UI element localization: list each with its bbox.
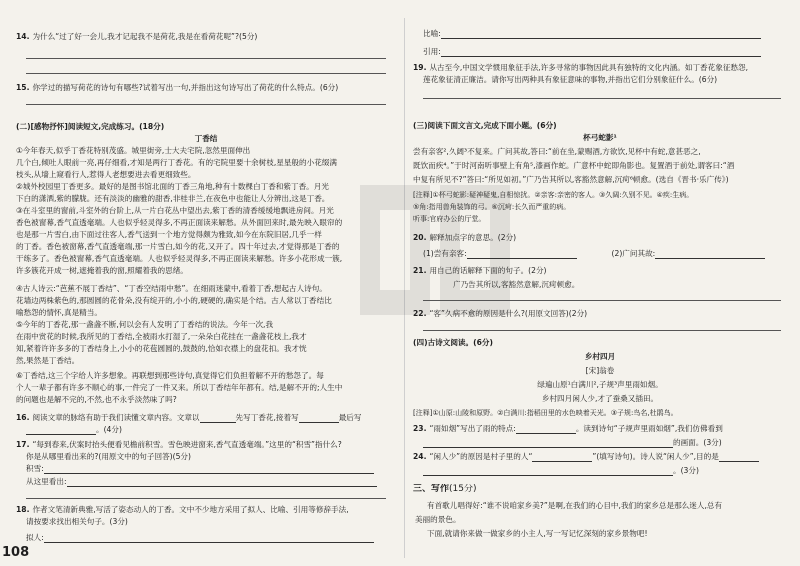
para-5-line: 知,紧着许许多多的丁香结身上,小小的花苞圆圆的,鼓鼓的,恰如衣襟上的盘花扣。我才恍 — [16, 344, 307, 353]
answer-line[interactable] — [423, 98, 781, 99]
para-3-line: 的丁香。香色被窗幕,香气直透毫端,那一片雪白,如今的花,又开了。四十年过去,才觉得那是丁香的 — [16, 242, 340, 251]
classical-title: 杯弓蛇影¹ — [583, 133, 617, 142]
writing-prompt-line: 有首歌儿唱得好:“谁不说咱家乡美?”是啊,在我们的心目中,我们的家乡总是那么迷人,总有 — [427, 501, 723, 510]
para-2-line: 下白的潇洒,紫的朦胧。还有淡淡的幽雅的甜香,非桂非兰,在夜色中也能让人分辨出,这是丁香。 — [16, 194, 330, 203]
question-20: 20. 解释加点字的意思。(2分) — [413, 233, 517, 242]
classical-line: 中复有所见不?”答曰:“所见如初。”广乃告其所以,客豁然意解,沉疴⁶顿愈。(选自《晋书·乐广传》) — [413, 175, 729, 184]
fill-blank[interactable] — [67, 477, 377, 487]
fill-blank[interactable] — [200, 413, 236, 423]
fill-blank[interactable] — [26, 425, 96, 435]
question-16: 16. 阅读文章的脉络有助于我们读懂文章内容。文章以 先写丁香花,接着写 最后写 — [16, 413, 362, 422]
answer-20: (1)尝有亲客: (2)广问其故: — [423, 248, 765, 259]
answer-line[interactable] — [423, 330, 781, 331]
notes-line: ⑤角:指用兽角装饰的弓。⑥沉疴:长久而严重的病。 — [413, 203, 571, 211]
para-2-line: ②城外校园里丁香更多。最好的是图书馆北面的丁香三角地,种有十数棵白丁香和紫丁香。月光 — [16, 182, 329, 191]
poem-line: 乡村四月闲人少,才了蚕桑又插田。 — [541, 394, 659, 403]
para-3-line: 香色被窗幕,香气直透毫端。人也似乎轻灵得多,不再正面读来解愁。从外面回来时,最先映入眼帘的 — [16, 218, 343, 227]
fill-blank[interactable] — [467, 249, 577, 259]
poem-title: 乡村四月 — [584, 352, 616, 361]
question-23: 23. “雨如烟”写出了雨的特点: 。读到诗句“子规声里雨如烟”,我们仿佛看到 — [413, 424, 723, 433]
para-1-line: 几个白,倾吐人眼前一亮,再仔细看,才知是两行丁香花。有的宅院里要十余树枝,星星般的小花缀满 — [16, 158, 337, 167]
question-23-cont: 的画面。(3分) — [423, 437, 722, 448]
para-5-line: ⑤今年的丁香花,那一盏盏不断,何以会有人发明了丁香结的说法。今年一次,我 — [16, 320, 274, 329]
fill-blank[interactable] — [719, 452, 759, 462]
classical-line: 既饮而疾⁴。”于时河南听事壁上有角⁵,漆画作蛇。广意杯中蛇即角影也。复置酒于前处,谓客曰:“酒 — [413, 161, 735, 170]
question-15: 15. 你学过的描写荷花的诗句有哪些?试着写出一句,并指出这句诗写出了荷花的什么特点。(6分) — [16, 83, 339, 92]
question-16-cont: 。(4分) — [26, 424, 122, 435]
para-4-line: ④古人诗云:“芭蕉不展丁香结”、“丁香空结雨中愁”。在细雨迷蒙中,看着丁香,想起古人诗句。 — [16, 284, 327, 293]
answer-17a: 积雪: — [26, 463, 374, 474]
fill-blank[interactable] — [299, 413, 339, 423]
para-5-line: 然,果然是丁香结。 — [16, 356, 80, 365]
para-3-line: 也是那一片雪白,由下面过往客人,香气送到一个地方觉得颇为雅致,如今在东院旧居,几乎一样 — [16, 230, 322, 239]
question-19-cont: 莲花象征清正廉洁。请你写出两种具有象征意味的事物,并指出它们分别象征什么。(6分) — [423, 75, 718, 84]
writing-prompt-line: 美丽的景色。 — [415, 515, 461, 524]
right-column — [413, 0, 787, 566]
answer-line[interactable] — [26, 104, 386, 105]
para-3-line: 许多簇花开成一树,遮掩着我的窗,照耀着我的思绪。 — [16, 266, 188, 275]
question-17-cont: 你是从哪里看出来的?(用原文中的句子回答)(5分) — [26, 452, 191, 461]
fill-blank[interactable] — [44, 533, 374, 543]
poem-author: [宋]翁卷 — [585, 366, 615, 375]
para-5-line: 在雨中赏花的时候,我所见的丁香结,全被雨水打湿了,一朵朵白花挂在一盏盏花枝上,我才 — [16, 332, 307, 341]
fill-blank[interactable] — [532, 452, 592, 462]
answer-metaphor: 比喻: — [423, 28, 761, 39]
poem-line: 绿遍山原¹白满川²,子规³声里雨如烟。 — [537, 380, 663, 389]
para-6-line: ⑥丁香结,这三个字给人许多想象。再联想到那些诗句,真觉得它们负担着解不开的愁怨了。每 — [16, 371, 324, 380]
para-4-line: 花墙边两株紫色的,那圆圆的花骨朵,没有绽开的,小小的,硬硬的,确实是个结。古人常以丁香结比 — [16, 296, 332, 305]
para-1-line: ①今年春天,似乎丁香花特别茂盛。城里街旁,士大夫宅院,忽然里面伸出 — [16, 146, 251, 155]
para-3-line: ③在斗室里的窗前,斗室外的台阶上,从一片白花丛中望出去,紫丁香的清香缓缓地飘进房间。月光 — [16, 206, 334, 215]
para-6-line: 的问题也是解不完的,不然,也不永乎淡然味了吗? — [16, 395, 177, 404]
answer-18a: 拟人: — [26, 532, 374, 543]
writing-prompt-line: 下面,就请你来做一做家乡的小主人,写一写记忆深刻的家乡景物吧! — [427, 529, 648, 538]
question-19: 19. 从古至今,中国文学惯用象征手法,许多寻常的事物因此具有独特的文化内涵。如丁香花象征愁怨, — [413, 63, 749, 72]
fill-blank[interactable] — [516, 424, 576, 434]
answer-line[interactable] — [26, 498, 386, 499]
fill-blank[interactable] — [655, 249, 765, 259]
answer-17b: 从这里看出: — [26, 476, 377, 487]
classical-line: 尝有亲客²,久阔³不复来。广问其故,答曰:“前在坐,蒙赐酒,方欲饮,见杯中有蛇,意甚恶之, — [413, 147, 701, 156]
fill-blank[interactable] — [423, 466, 673, 476]
section-5-heading: 三、写作(15分) — [413, 484, 477, 494]
question-14: 14. 为什么“过了好一会儿,我才记起我不是荷花,我是在看荷花呢”?(5分) — [16, 32, 258, 41]
fill-blank[interactable] — [441, 47, 761, 57]
section-4-heading: (四)古诗文阅读。(6分) — [413, 338, 493, 347]
question-24-cont: 。(3分) — [423, 465, 699, 476]
answer-quote: 引用: — [423, 46, 761, 57]
page-number: 108 — [2, 545, 30, 560]
poem-notes: [注释]①山原:山陵和原野。②白满川:指稻田里的水色映着天光。③子规:鸟名,杜鹃鸟。 — [413, 409, 678, 417]
section-3-heading: (三)阅读下面文言文,完成下面小题。(6分) — [413, 121, 557, 130]
question-18-cont: 请按要求找出相关句子。(3分) — [26, 517, 128, 526]
notes-line: [注释]①杯弓蛇影:疑神疑鬼,自相惊扰。②亲客:亲密的客人。③久阔:久别不见。④疾:生病。 — [413, 191, 694, 199]
left-column — [16, 0, 396, 566]
question-24: 24. “闲人少”的原因是村子里的人“ ”(填写诗句)。诗人说“闲人少”,目的是 — [413, 451, 759, 462]
question-21-sentence: 广乃告其所以,客豁然意解,沉疴顿愈。 — [453, 280, 580, 289]
question-17: 17. “每到春来,伏案时抬头便看见檐前积雪。雪色映进窗来,香气直透毫端。”这里的“积雪”指什么? — [16, 440, 342, 449]
passage-title: 丁香结 — [194, 134, 218, 143]
answer-line[interactable] — [26, 58, 386, 59]
section-2-heading: (二)[感物抒怀]阅读短文,完成练习。(18分) — [16, 122, 165, 131]
fill-blank[interactable] — [441, 29, 761, 39]
fill-blank[interactable] — [423, 438, 673, 448]
question-22: 22. “客”久病不愈的原因是什么?(用原文回答)(2分) — [413, 309, 588, 318]
fill-blank[interactable] — [44, 464, 374, 474]
para-4-line: 喻愁怨的情怀,真是精当。 — [16, 308, 102, 317]
para-3-line: 干练多了。香色被窗幕,香气直透毫端。人也似乎轻灵得多,不再正面读来解愁。许多小花形成一簇, — [16, 254, 343, 263]
answer-line[interactable] — [26, 73, 386, 74]
question-18: 18. 作者文笔清新典雅,写活了姿态动人的丁香。文中不少地方采用了拟人、比喻、引用等修辞手法, — [16, 505, 349, 514]
answer-line[interactable] — [423, 300, 781, 301]
para-6-line: 个人一辈子都有许多不顺心的事,一件完了一件又来。所以丁香结年年都有。结,是解不开的;人生中 — [16, 383, 343, 392]
notes-line: 听事:官府办公的厅堂。 — [413, 215, 486, 223]
question-21: 21. 用自己的话解释下面的句子。(2分) — [413, 266, 547, 275]
para-1-line: 枝头,从墙上窥看行人,惹得人老想要进去看更细致些。 — [16, 170, 196, 179]
